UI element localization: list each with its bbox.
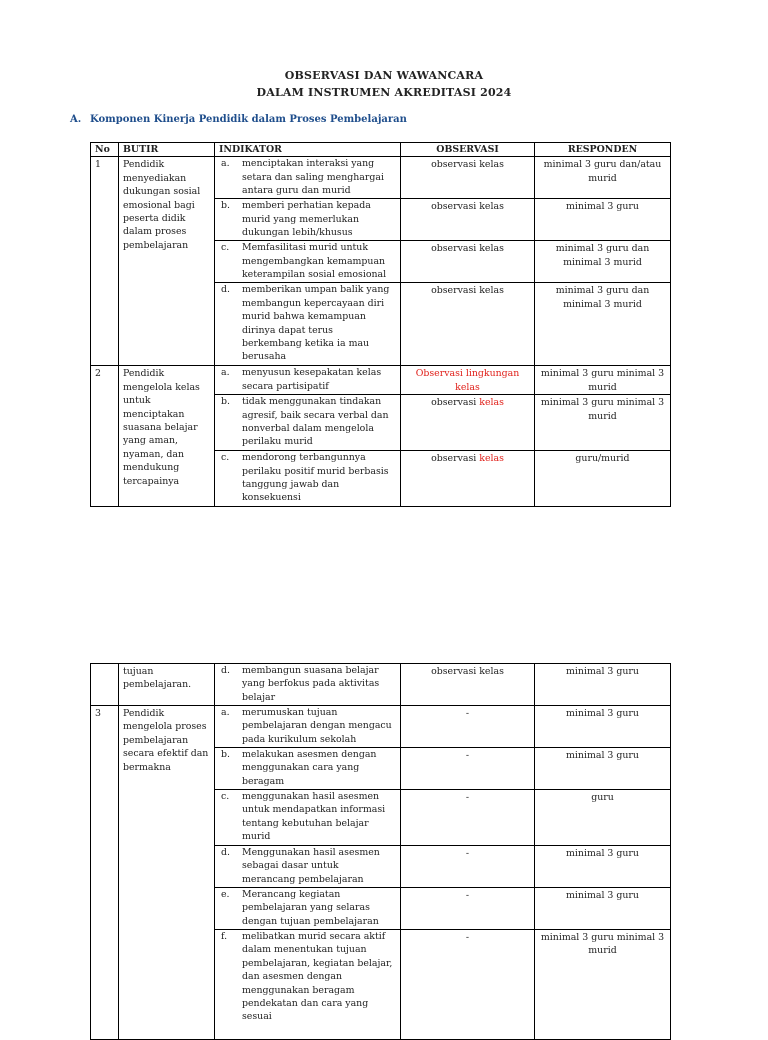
indikator-cell: [215, 846, 401, 888]
indikator-letter: b.: [221, 396, 230, 408]
instrument-table-2: [90, 663, 671, 1040]
responden-cell: minimal 3 guru: [535, 846, 671, 888]
indikator-text: tidak menggunakan tindakan agresif, baik secara verbal dan nonverbal dalam mengelola perilaku murid: [242, 396, 389, 448]
row-number: [91, 664, 119, 706]
indikator-text: melakukan asesmen dengan menggunakan cara yang beragam: [242, 749, 377, 787]
indikator-cell: [215, 706, 401, 748]
table-row: [91, 366, 671, 395]
indikator-letter: a.: [221, 707, 230, 718]
responden-cell: minimal 3 guru: [535, 706, 671, 748]
indikator-text: merumuskan tujuan pembelajaran dengan mengacu pada kurikulum sekolah: [242, 707, 392, 745]
indikator-text: mendorong terbangunnya perilaku positif murid berbasis tanggung jawab dan konsekuensi: [242, 452, 389, 504]
observasi-cell: observasi kelas: [401, 283, 535, 366]
indikator-text: Menggunakan hasil asesmen sebagai dasar untuk merancang pembelajaran: [242, 847, 380, 885]
observasi-cell: [401, 395, 535, 451]
table-header-row: [91, 143, 671, 157]
header-butir: BUTIR: [119, 143, 215, 157]
section-heading: [70, 114, 407, 125]
responden-cell: guru/murid: [535, 451, 671, 507]
butir-cell: Pendidik menyediakan dukungan sosial emosional bagi peserta didik dalam proses pembelajaran: [119, 157, 215, 366]
indikator-letter: d.: [221, 665, 230, 676]
indikator-cell: [215, 241, 401, 283]
responden-cell: minimal 3 guru dan minimal 3 murid: [535, 283, 671, 366]
indikator-text: Memfasilitasi murid untuk mengembangkan kemampuan keterampilan sosial emosional: [242, 242, 387, 281]
observasi-highlight: kelas: [479, 453, 504, 465]
row-number: 3: [91, 706, 119, 1040]
indikator-letter: c.: [221, 242, 230, 254]
indikator-cell: [215, 199, 401, 241]
indikator-text: memberi perhatian kepada murid yang memerlukan dukungan lebih/khusus: [242, 200, 371, 239]
row-number: 2: [91, 366, 119, 507]
observasi-cell: -: [401, 846, 535, 888]
header-indikator: INDIKATOR: [215, 143, 401, 157]
header-no: No: [91, 143, 119, 157]
indikator-cell: [215, 451, 401, 507]
indikator-text: menggunakan hasil asesmen untuk mendapatkan informasi tentang kebutuhan belajar murid: [242, 791, 386, 843]
table-row: [91, 157, 671, 199]
observasi-cell: -: [401, 706, 535, 748]
responden-cell: minimal 3 guru minimal 3 murid: [535, 395, 671, 451]
indikator-letter: c.: [221, 452, 230, 464]
section-title: Komponen Kinerja Pendidik dalam Proses Pembelajaran: [90, 114, 407, 125]
row-number: 1: [91, 157, 119, 366]
indikator-text: Merancang kegiatan pembelajaran yang selaras dengan tujuan pembelajaran: [242, 889, 379, 927]
butir-cell: Pendidik mengelola proses pembelajaran secara efektif dan bermakna: [119, 706, 215, 1040]
observasi-text: observasi: [431, 453, 480, 465]
indikator-cell: [215, 888, 401, 930]
instrument-table-1: [90, 142, 671, 507]
page-subtitle: DALAM INSTRUMEN AKREDITASI 2024: [256, 86, 512, 99]
indikator-letter: f.: [221, 931, 228, 942]
table-row: [91, 706, 671, 748]
indikator-text: menyusun kesepakatan kelas secara partisipatif: [242, 367, 382, 392]
indikator-cell: [215, 366, 401, 395]
indikator-letter: d.: [221, 847, 230, 858]
responden-cell: minimal 3 guru: [535, 888, 671, 930]
observasi-cell: [401, 451, 535, 507]
indikator-letter: b.: [221, 200, 230, 212]
observasi-cell: observasi kelas: [401, 241, 535, 283]
indikator-letter: b.: [221, 749, 230, 760]
responden-cell: minimal 3 guru: [535, 748, 671, 790]
indikator-text: melibatkan murid secara aktif dalam menentukan tujuan pembelajaran, kegiatan belajar, dan asesmen dengan menggunakan beragam pendekatan dan cara yang sesuai: [242, 931, 393, 1023]
indikator-letter: e.: [221, 889, 230, 900]
header-observasi: OBSERVASI: [401, 143, 535, 157]
indikator-letter: d.: [221, 284, 230, 296]
indikator-cell: [215, 395, 401, 451]
observasi-text: observasi: [431, 397, 480, 409]
indikator-text: membangun suasana belajar yang berfokus pada aktivitas belajar: [242, 665, 380, 703]
section-letter: A.: [70, 114, 82, 125]
indikator-letter: a.: [221, 367, 230, 379]
responden-cell: minimal 3 guru: [535, 664, 671, 706]
observasi-cell: -: [401, 790, 535, 846]
header-responden: RESPONDEN: [535, 143, 671, 157]
responden-cell: minimal 3 guru minimal 3 murid: [535, 366, 671, 395]
observasi-highlight: kelas: [479, 397, 504, 409]
table-row: [91, 664, 671, 706]
observasi-cell: observasi kelas: [401, 157, 535, 199]
observasi-cell: -: [401, 930, 535, 1040]
observasi-cell: Observasi lingkungan kelas: [401, 366, 535, 395]
butir-cell: tujuan pembelajaran.: [119, 664, 215, 706]
responden-cell: guru: [535, 790, 671, 846]
indikator-text: memberikan umpan balik yang membangun kepercayaan diri murid bahwa kemampuan dirinya dapat terus berkembang ketika ia mau berusaha: [242, 284, 390, 363]
indikator-cell: [215, 790, 401, 846]
indikator-cell: [215, 930, 401, 1040]
observasi-cell: -: [401, 888, 535, 930]
observasi-cell: -: [401, 748, 535, 790]
indikator-letter: c.: [221, 791, 230, 802]
responden-cell: minimal 3 guru: [535, 199, 671, 241]
indikator-cell: [215, 664, 401, 706]
responden-cell: minimal 3 guru dan/atau murid: [535, 157, 671, 199]
indikator-text: menciptakan interaksi yang setara dan saling menghargai antara guru dan murid: [242, 158, 384, 197]
observasi-cell: observasi kelas: [401, 664, 535, 706]
responden-cell: minimal 3 guru minimal 3 murid: [535, 930, 671, 1040]
indikator-cell: [215, 157, 401, 199]
observasi-cell: observasi kelas: [401, 199, 535, 241]
indikator-cell: [215, 283, 401, 366]
indikator-letter: a.: [221, 158, 230, 170]
butir-cell: Pendidik mengelola kelas untuk menciptakan suasana belajar yang aman, nyaman, dan mendukung tercapainya: [119, 366, 215, 507]
indikator-cell: [215, 748, 401, 790]
responden-cell: minimal 3 guru dan minimal 3 murid: [535, 241, 671, 283]
page-title: OBSERVASI DAN WAWANCARA: [284, 69, 484, 82]
